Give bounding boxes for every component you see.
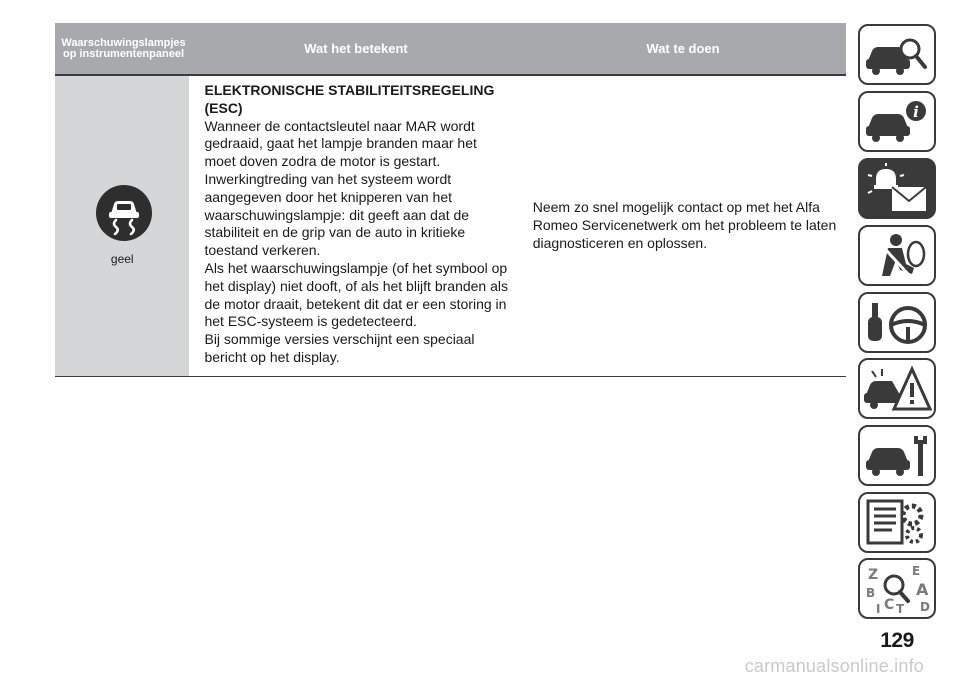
technical-data-icon — [862, 497, 932, 549]
svg-text:I: I — [876, 601, 881, 615]
tab-starting-driving[interactable] — [858, 292, 936, 353]
header-action: Wat te doen — [646, 41, 720, 56]
esc-skid-warning-icon — [91, 183, 157, 243]
warning-light-message-icon — [862, 163, 932, 215]
alphabetical-index-icon — [862, 563, 932, 615]
svg-text:Z: Z — [868, 566, 879, 583]
tab-car-search[interactable] — [858, 24, 936, 85]
car-search-icon — [862, 29, 932, 81]
tab-safety[interactable] — [858, 225, 936, 286]
tab-emergency[interactable] — [858, 358, 936, 419]
tab-car-info[interactable] — [858, 91, 936, 152]
lamp-cell — [55, 76, 189, 376]
car-emergency-icon — [862, 363, 932, 415]
car-maintenance-icon — [862, 430, 932, 482]
table-row — [55, 76, 846, 377]
action-cell — [518, 76, 846, 376]
svg-text:T: T — [896, 601, 905, 615]
key-steering-wheel-icon — [862, 297, 932, 349]
page-number: 129 — [880, 629, 914, 652]
tab-warning-lights[interactable] — [858, 158, 936, 219]
tab-index[interactable] — [858, 558, 936, 619]
svg-text:A: A — [916, 579, 929, 599]
header-warning-lights: Waarschuwingslampjes op instrumentenpaneel — [61, 36, 186, 60]
tab-technical-data[interactable] — [858, 492, 936, 553]
tab-maintenance[interactable] — [858, 425, 936, 486]
car-info-icon — [862, 96, 932, 148]
header-meaning: Wat het betekent — [304, 41, 408, 56]
lamp-color-label: geel — [110, 252, 134, 266]
meaning-cell — [189, 76, 517, 376]
svg-text:B: B — [866, 585, 876, 600]
meaning-text: Wanneer de contactsleutel naar MAR wordt gedraaid, gaat het lampje branden maar het moet doven zodra de motor is gestart. Inwerkingtreding van het systeem wordt aangegeven door het knipperen van het waarschuwingslampje: dit geeft aan dat de stabiliteit en de grip van de auto in kritieke toestand verkeren. Als het waarschuwingslampje (of het symbool op het display) niet dooft, of als het blijft branden als de motor draait, betekent dit dat er een storing in het ESC-systeem is gedetecteerd. Bij sommige versies verschijnt een speciaal bericht op het display. — [204, 117, 508, 365]
svg-text:E: E — [912, 563, 921, 578]
watermark: carmanualsonline.info — [744, 656, 924, 676]
table-header — [55, 23, 846, 76]
svg-text:D: D — [920, 599, 930, 614]
warning-lights-table — [55, 23, 846, 377]
row-title: ELEKTRONISCHE STABILITEITSREGELING (ESC) — [204, 82, 495, 116]
svg-text:C: C — [884, 596, 895, 613]
airbag-seatbelt-icon — [862, 230, 932, 282]
action-text: Neem zo snel mogelijk contact op met het Alfa Romeo Servicenetwerk om het probleem te laten diagnosticeren en oplossen. — [532, 199, 837, 251]
svg-text:i: i — [913, 102, 919, 121]
